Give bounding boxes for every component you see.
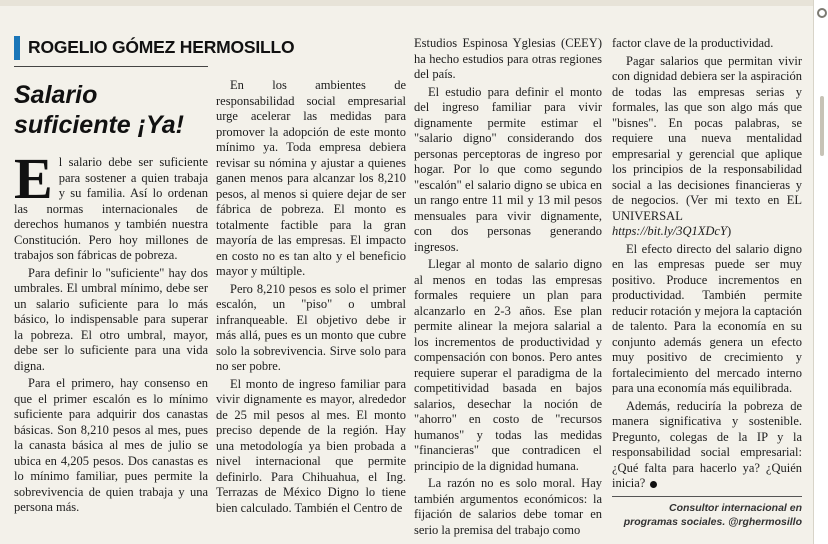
paragraph bbox=[612, 54, 802, 240]
paragraph: Estudios Espinosa Yglesias (CEEY) ha hecho estudios para otras regiones del país. bbox=[414, 36, 602, 81]
paragraph-text: l salario debe ser suficiente para sostener a quien trabaja y su familia. Así lo ordenan las normas internacionales de derechos humanos y también nuestra Constitución. Pero hoy millones de trabajos son fábricas de pobreza. bbox=[14, 155, 208, 262]
paragraph bbox=[14, 146, 208, 264]
column-4 bbox=[612, 36, 802, 529]
author-name: ROGELIO GÓMEZ HERMOSILLO bbox=[28, 37, 295, 57]
paragraph: factor clave de la productividad. bbox=[612, 36, 774, 50]
page-edge bbox=[813, 0, 828, 544]
byline-accent-bar bbox=[14, 36, 20, 60]
end-mark-icon bbox=[650, 481, 657, 488]
paragraph: El estudio para definir el monto del ingreso familiar para vivir dignamente permite estimar el "salario digno" considerando dos personas perceptoras de ingreso por hogar. Por lo que como segundo "escalón" el salario digno se ubica en un rango entre 11 mil y 13 mil pesos mensuales para vivir dignamente, con dos personas generando ingresos. bbox=[414, 84, 602, 254]
article-title: Salario suficiente ¡Ya! bbox=[14, 81, 184, 139]
paragraph-text: Pagar salarios que permitan vivir con dignidad debiera ser la aspiración de todas las empresas serias y formales, las que son algo más que "bisnes". En pocas palabras, se requiere una nueva mentalidad empresarial y gerencial que aplique los principios de la responsabilidad social a las decisiones financieras y de negocios. (Ver mi texto en EL UNIVERSAL bbox=[612, 53, 802, 223]
column-2 bbox=[216, 78, 406, 518]
scroll-indicator[interactable] bbox=[820, 96, 824, 156]
signature-rule bbox=[612, 496, 802, 497]
paragraph-text: Además, reduciría la pobreza de manera significativa y sostenible. Pregunto, colegas de la IP y la responsabilidad social empresarial: ¿Qué falta para hacerlo ya? ¿Quién inicia? bbox=[612, 398, 802, 490]
paragraph: La razón no es solo moral. Hay también argumentos económicos: la fijación de salarios debe tomar en serio la premisa del trabajo como bbox=[414, 476, 602, 537]
author-signature: Consultor internacional en programas sociales. @rghermosillo bbox=[623, 501, 802, 528]
paragraph: Pero 8,210 pesos es solo el primer escalón, un "piso" o umbral infranqueable. El objetivo debe ir más allá, pues es un monto que cubre solo la sobrevivencia. Sirve solo para no ser pobre. bbox=[216, 281, 406, 373]
circle-icon bbox=[817, 8, 827, 18]
byline-rule bbox=[14, 66, 208, 67]
paragraph: En los ambientes de responsabilidad social empresarial urge acelerar las medidas para promover la adopción de este monto mínimo ya. Toda empresa debiera revisar su nómina y ajustar a quienes ganen menos para alcanzar los 8,210 pesos, al menos si quiere dejar de ser fábrica de pobreza. El monto es totalmente factible para la gran mayoría de las empresas. El impacto en costo no es tan alto y el beneficio mayor y múltiple. bbox=[216, 78, 406, 278]
paragraph: El efecto directo del salario digno en las empresas puede ser muy positivo. Produce incrementos en productividad. También permite reducir rotación y mejora la captación de talento. Para la economía en su conjunto además genera un efecto muy positivo de crecimiento y fortalecimiento del mercado interno para una economía más equilibrada. bbox=[612, 241, 802, 395]
top-margin bbox=[0, 0, 828, 6]
url-link[interactable]: https://bit.ly/3Q1XDcY bbox=[612, 224, 727, 238]
drop-cap: E bbox=[14, 146, 53, 211]
column-3 bbox=[414, 36, 602, 540]
paragraph: Llegar al monto de salario digno al menos en todas las empresas formales requiere un plan para alcanzarlo en 2-3 años. Ese plan permite alinear la mejora salarial a los incrementos de productividad y compensación con bonos. Pero antes requiere superar el paradigma de la competitividad basada en bajos salarios, desechar la noción de "ahorro" en costo de "recursos humanos" y todas las medidas "financieras" que contradicen el principio de la dignidad humana. bbox=[414, 257, 602, 473]
paragraph-text: ) bbox=[726, 224, 732, 238]
paragraph bbox=[612, 399, 802, 492]
paragraph: Para el primero, hay consenso en que el primer escalón es lo mínimo suficiente para adquirir dos canastas básicas. Son 8,210 pesos al mes, pues la canasta básica al mes de julio se ubica en 4,205 pesos. Dos canastas es lo mínimo familiar, pues permite la sobrevivencia de quien trabaja y una persona más. bbox=[14, 376, 208, 514]
paragraph: El monto de ingreso familiar para vivir dignamente es mayor, alrededor de 25 mil pesos al mes. El monto preciso depende de la región. Hay una metodología ya bien probada a nivel internacional que permite definirlo. Para Chihuahua, el Ing. Terrazas de México Digno lo tiene bien calculado. También el Centro de bbox=[216, 376, 406, 515]
paragraph: Para definir lo "suficiente" hay dos umbrales. El umbral mínimo, debe ser un salario suficiente para lo más básico, lo indispensable para superar la pobreza. El otro umbral, mayor, debe ser lo suficiente para una vida digna. bbox=[14, 265, 208, 373]
column-1 bbox=[14, 146, 208, 518]
